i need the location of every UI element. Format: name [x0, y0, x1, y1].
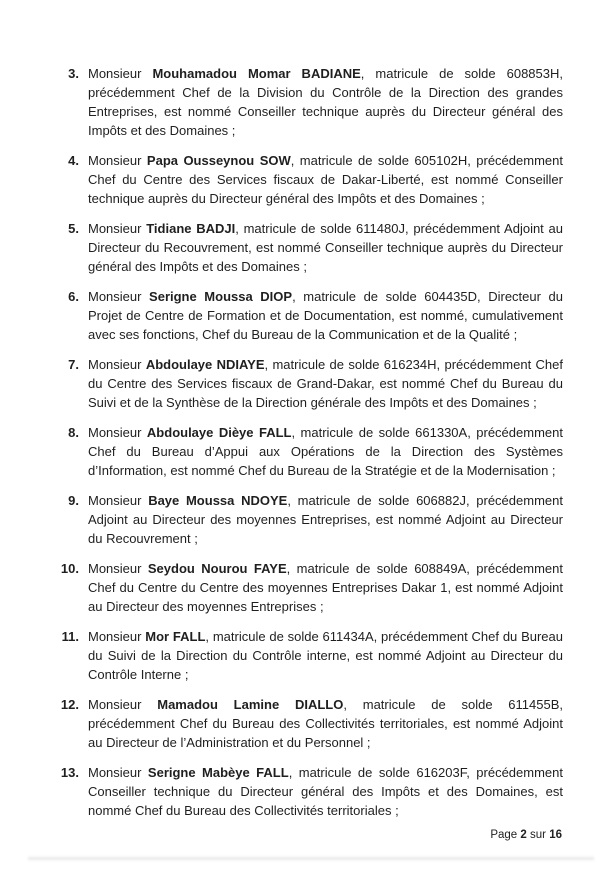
civility-label: Monsieur	[88, 153, 142, 168]
item-text	[88, 423, 563, 480]
person-name: Abdoulaye NDIAYE	[145, 357, 265, 372]
item-text	[88, 64, 563, 140]
list-item	[55, 355, 563, 412]
civility-label: Monsieur	[88, 561, 142, 576]
item-number: 4.	[68, 153, 79, 168]
person-name: Papa Ousseynou SOW	[146, 153, 291, 168]
civility-label: Monsieur	[88, 289, 142, 304]
item-number: 13.	[60, 765, 79, 780]
item-body-text: , matricule de solde 608853H, précédemment Chef de la Division du Contrôle de la Direction des grandes Entreprises, est nommé Conseiller technique auprès du Directeur général des Impôts et des Domaines ;	[88, 66, 563, 138]
list-item	[55, 695, 563, 752]
item-number: 11.	[61, 629, 79, 644]
list-item	[55, 287, 563, 344]
item-text	[88, 355, 563, 412]
person-name: Mouhamadou Momar BADIANE	[152, 66, 361, 81]
list-item	[55, 491, 563, 548]
person-name: Mamadou Lamine DIALLO	[157, 697, 344, 712]
civility-label: Monsieur	[88, 357, 142, 372]
civility-label: Monsieur	[88, 697, 142, 712]
item-text	[88, 151, 563, 208]
list-item	[55, 627, 563, 684]
item-body-text: , matricule de solde 604435D, Directeur du Projet de Centre de Formation et de Documentation, est nommé, cumulativement avec ses fonctions, Chef du Bureau de la Communication et de la Qualité ;	[88, 289, 563, 342]
item-number: 10.	[60, 561, 79, 576]
item-number: 8.	[68, 425, 79, 440]
person-name: Abdoulaye Dièye FALL	[146, 425, 292, 440]
person-name: Serigne Mabèye FALL	[147, 765, 289, 780]
item-body-text: , matricule de solde 608849A, précédemment Chef du Centre du Centre des moyennes Entreprises Dakar 1, est nommé Adjoint au Directeur des moyennes Entreprises ;	[88, 561, 563, 614]
person-name: Mor FALL	[145, 629, 206, 644]
list-item	[55, 64, 563, 140]
page-number: 2	[520, 829, 527, 841]
civility-label: Monsieur	[88, 66, 142, 81]
item-number: 12.	[60, 697, 79, 712]
item-body-text: , matricule de solde 661330A, précédemment Chef du Bureau d’Appui aux Opérations de la Direction des Systèmes d’Information, est nommé Chef du Bureau de la Stratégie et de la Modernisation ;	[88, 425, 563, 478]
list-item	[55, 151, 563, 208]
person-name: Serigne Moussa DIOP	[149, 289, 293, 304]
person-name: Seydou Nourou FAYE	[147, 561, 287, 576]
civility-label: Monsieur	[88, 425, 142, 440]
item-body-text: , matricule de solde 606882J, précédemment Adjoint au Directeur des moyennes Entreprises, est nommé Adjoint au Directeur du Recouvrement ;	[88, 493, 563, 546]
sur-label: sur	[530, 829, 546, 841]
person-name: Baye Moussa NDOYE	[148, 493, 288, 508]
total-pages: 16	[549, 829, 562, 841]
item-text	[88, 559, 563, 616]
item-body-text: , matricule de solde 605102H, précédemment Chef du Centre des Services fiscaux de Dakar-Liberté, est nommé Conseiller technique auprès du Directeur général des Impôts et des Domaines ;	[88, 153, 563, 206]
item-body-text: , matricule de solde 611480J, précédemment Adjoint au Directeur du Recouvrement, est nommé Conseiller technique auprès du Directeur général des Impôts et des Domaines ;	[88, 221, 563, 274]
item-number: 7.	[68, 357, 79, 372]
civility-label: Monsieur	[88, 765, 142, 780]
list-item	[55, 219, 563, 276]
page-label: Page	[490, 829, 518, 841]
list-item	[55, 763, 563, 820]
item-body-text: , matricule de solde 611455B, précédemment Chef du Bureau des Collectivités territoriales, est nommé Adjoint au Directeur de l’Administration et du Personnel ;	[88, 697, 564, 750]
item-text	[88, 287, 563, 344]
item-text	[88, 695, 563, 752]
person-name: Tidiane BADJI	[146, 221, 236, 236]
item-body-text: , matricule de solde 616203F, précédemment Conseiller technique du Directeur général des Impôts et des Domaines, est nommé Chef du Bureau des Collectivités territoriales ;	[88, 765, 563, 818]
page-footer	[490, 828, 562, 842]
item-number: 6.	[68, 289, 79, 304]
item-number: 5.	[68, 221, 79, 236]
civility-label: Monsieur	[88, 629, 142, 644]
scan-artifact-line	[28, 857, 594, 860]
list-item	[55, 423, 563, 480]
item-text	[88, 763, 563, 820]
item-text	[88, 491, 563, 548]
item-number: 3.	[68, 66, 79, 81]
civility-label: Monsieur	[88, 493, 142, 508]
civility-label: Monsieur	[88, 221, 142, 236]
item-number: 9.	[68, 493, 79, 508]
list-item	[55, 559, 563, 616]
item-body-text: , matricule de solde 611434A, précédemment Chef du Bureau du Suivi de la Direction du Contrôle interne, est nommé Adjoint au Directeur du Contrôle Interne ;	[88, 629, 563, 682]
item-body-text: , matricule de solde 616234H, précédemment Chef du Centre des Services fiscaux de Grand-Dakar, est nommé Chef du Bureau du Suivi et de la Synthèse de la Direction générale des Impôts et des Domaines ;	[88, 357, 563, 410]
item-text	[88, 219, 563, 276]
item-text	[88, 627, 563, 684]
